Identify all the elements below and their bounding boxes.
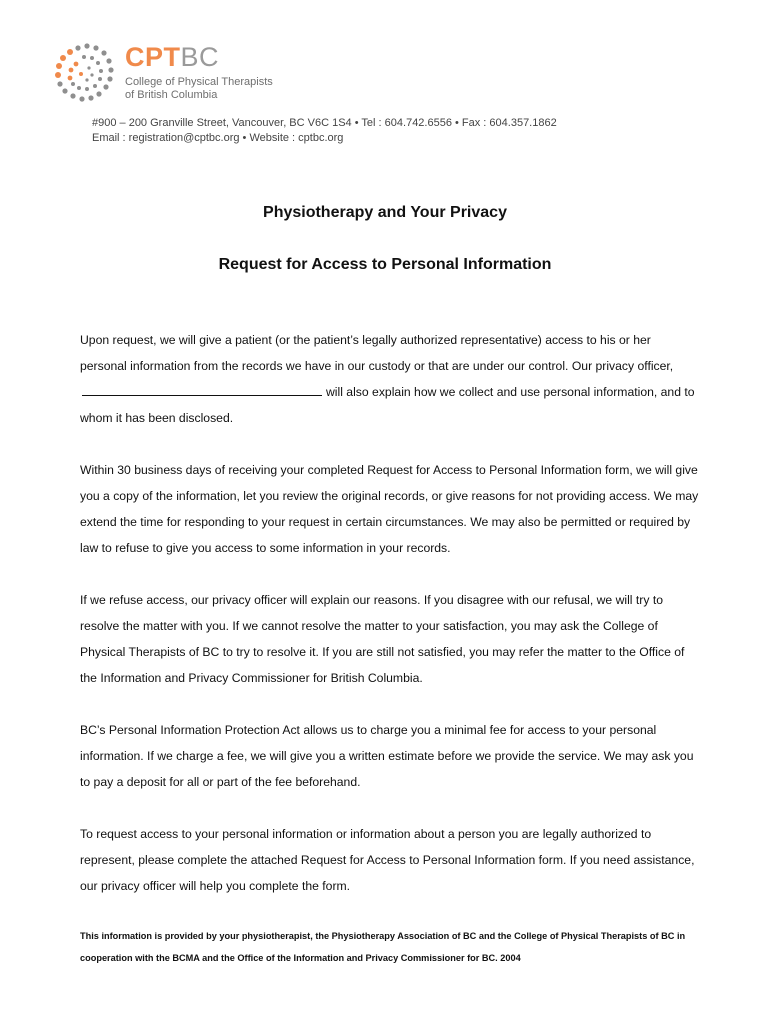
dotted-spiral-logo-icon (50, 40, 118, 108)
logo-abbreviation (125, 42, 273, 72)
logo-name-line1: College of Physical Therapists (125, 76, 273, 88)
document-subtitle: Request for Access to Personal Information (218, 256, 552, 273)
paragraph-refusal: If we refuse access, our privacy officer will explain our reasons. If you disagree with our refusal, we will try to resolve the matter with you. If we cannot resolve the matter to your satisfaction, you may ask the College of Physical Therapists of BC to try to resolve it. If you are still not satisfied, you may refer the matter to the Office of the Information and Privacy Commissioner for British Columbia. (80, 593, 685, 685)
footnote: This information is provided by your physiotherapist, the Physiotherapy Association of BC and the College of Physical Therapists of BC in cooperation with the BCMA and the Office of the Information and Privacy Commissioner for BC. 2004 (80, 931, 686, 963)
paragraph-1-part-a: Upon request, we will give a patient (or the patient’s legally authorized representative) access to his or her personal information from the records we have in our custody or that are under our control. Our privacy officer, (80, 333, 674, 373)
paragraph-1-part-b: will also explain how we collect and use personal information, and to whom it has been disclosed. (80, 385, 695, 425)
logo-organization-name (125, 76, 273, 102)
contact-email-line: Email : registration@cptbc.org • Website : cptbc.org (92, 132, 344, 144)
logo-name-line2: of British Columbia (125, 89, 218, 101)
paragraph-fees: BC’s Personal Information Protection Act allows us to charge you a minimal fee for access to your personal information. If we charge a fee, we will give you a written estimate before we provide the service. We may ask you to pay a deposit for all or part of the fee beforehand. (80, 723, 694, 789)
cptbc-logo (50, 40, 280, 108)
paragraph-access-request (80, 327, 700, 431)
contact-info (92, 116, 557, 146)
privacy-officer-name-blank[interactable] (82, 383, 322, 396)
paragraph-how-to-request: To request access to your personal information or information about a person you are legally authorized to represent, please complete the attached Request for Access to Personal Information form. If you need assistance, our privacy officer will help you complete the form. (80, 827, 695, 893)
logo-abbrev-cpt: CPT (125, 42, 181, 72)
contact-address-line: #900 – 200 Granville Street, Vancouver, BC V6C 1S4 • Tel : 604.742.6556 • Fax : 604.357.1862 (92, 117, 557, 129)
paragraph-response-timeline: Within 30 business days of receiving your completed Request for Access to Personal Information form, we will give you a copy of the information, let you review the original records, or give reasons for not providing access. We may extend the time for responding to your request in certain circumstances. We may also be permitted or required by law to refuse to give you access to some information in your records. (80, 463, 699, 555)
logo-wordmark (125, 42, 273, 102)
document-title: Physiotherapy and Your Privacy (263, 204, 507, 221)
logo-abbrev-bc: BC (180, 42, 220, 72)
